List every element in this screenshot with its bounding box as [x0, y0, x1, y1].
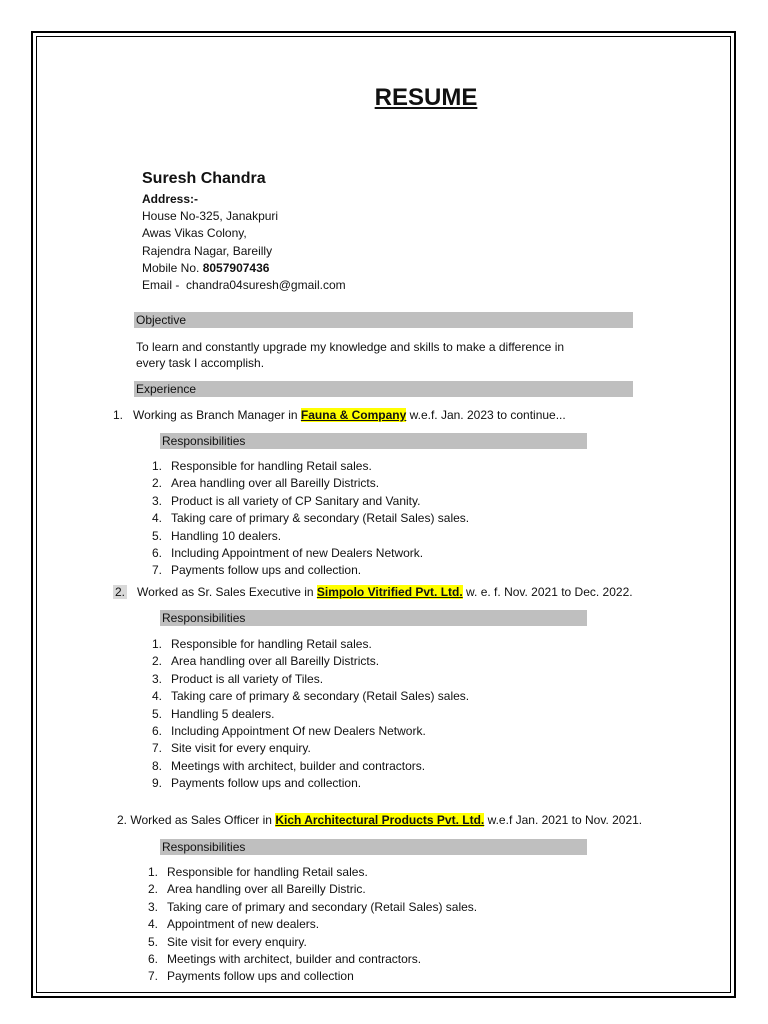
list-item: 7. Payments follow ups and collection — [147, 969, 354, 984]
resume-title: RESUME — [374, 84, 478, 111]
company-name: Kich Architectural Products Pvt. Ltd. — [275, 813, 485, 827]
address-line: House No-325, Janakpuri — [142, 209, 279, 223]
address-line: Rajendra Nagar, Bareilly — [142, 244, 273, 258]
list-item: 6. Meetings with architect, builder and contractors. — [147, 951, 422, 966]
mobile-line — [142, 260, 269, 277]
job-number: 1. — [113, 408, 124, 422]
list-item: 7. Site visit for every enquiry. — [151, 741, 311, 756]
list-item: 7. Payments follow ups and collection. — [151, 563, 362, 578]
objective-heading: Objective — [134, 312, 633, 328]
list-item: 9. Payments follow ups and collection. — [151, 776, 362, 791]
list-item: 5. Site visit for every enquiry. — [147, 934, 307, 949]
list-item: 6. Including Appointment of new Dealers Network. — [151, 545, 424, 560]
objective-text-line: To learn and constantly upgrade my knowledge and skills to make a difference in — [136, 340, 565, 354]
address-label: Address:- — [142, 192, 199, 206]
list-item: 4. Taking care of primary & secondary (Retail Sales) sales. — [151, 511, 470, 526]
address-line: Awas Vikas Colony, — [142, 226, 247, 240]
email-line — [142, 277, 346, 294]
list-item: 2. Area handling over all Bareilly Districts. — [151, 476, 380, 491]
responsibilities-list — [140, 458, 469, 580]
responsibilities-list — [140, 636, 469, 793]
responsibilities-heading: Responsibilities — [160, 839, 587, 855]
list-item: 1. Responsible for handling Retail sales. — [151, 459, 372, 473]
experience-heading: Experience — [134, 381, 633, 397]
company-name: Simpolo Vitrified Pvt. Ltd. — [316, 585, 463, 599]
list-item: 1. Responsible for handling Retail sales. — [147, 865, 368, 879]
list-item: 2. Area handling over all Bareilly Districts. — [151, 654, 380, 669]
list-item: 4. Taking care of primary & secondary (Retail Sales) sales. — [151, 689, 470, 704]
company-name: Fauna & Company — [300, 408, 407, 422]
email-address: chandra04suresh@gmail.com — [186, 278, 346, 292]
job-entry-1 — [113, 407, 566, 423]
list-item: 5. Handling 10 dealers. — [151, 528, 282, 543]
list-item: 3. Taking care of primary and secondary (Retail Sales) sales. — [147, 899, 478, 914]
list-item: 2. Area handling over all Bareilly Distric. — [147, 882, 366, 897]
responsibilities-list — [136, 864, 477, 986]
mobile-label: Mobile No. — [142, 261, 200, 275]
list-item: 3. Product is all variety of Tiles. — [151, 671, 324, 686]
email-label: Email - — [142, 278, 180, 292]
job-entry-3 — [117, 812, 642, 828]
job-dates: w. e. f. Nov. 2021 to Dec. 2022. — [466, 585, 633, 599]
list-item: 5. Handling 5 dealers. — [151, 706, 275, 721]
job-number: 2. — [117, 813, 128, 827]
candidate-name: Suresh Chandra — [142, 170, 266, 187]
list-item: 3. Product is all variety of CP Sanitary and Vanity. — [151, 493, 421, 508]
job-dates: w.e.f Jan. 2021 to Nov. 2021. — [487, 813, 643, 827]
job-title: Worked as Sr. Sales Executive in — [137, 585, 314, 599]
objective-text-line: every task I accomplish. — [136, 356, 265, 370]
job-dates: w.e.f. Jan. 2023 to continue... — [409, 408, 566, 422]
list-item: 1. Responsible for handling Retail sales. — [151, 637, 372, 651]
responsibilities-heading: Responsibilities — [160, 433, 587, 449]
list-item: 8. Meetings with architect, builder and contractors. — [151, 758, 426, 773]
mobile-number: 8057907436 — [202, 261, 270, 275]
job-entry-2 — [113, 584, 633, 600]
responsibilities-heading: Responsibilities — [160, 610, 587, 626]
job-number: 2. — [115, 585, 126, 599]
list-item: 6. Including Appointment Of new Dealers Network. — [151, 723, 426, 738]
job-title: Working as Branch Manager in — [133, 408, 298, 422]
list-item: 4. Appointment of new dealers. — [147, 917, 320, 932]
job-title: Worked as Sales Officer in — [130, 813, 272, 827]
